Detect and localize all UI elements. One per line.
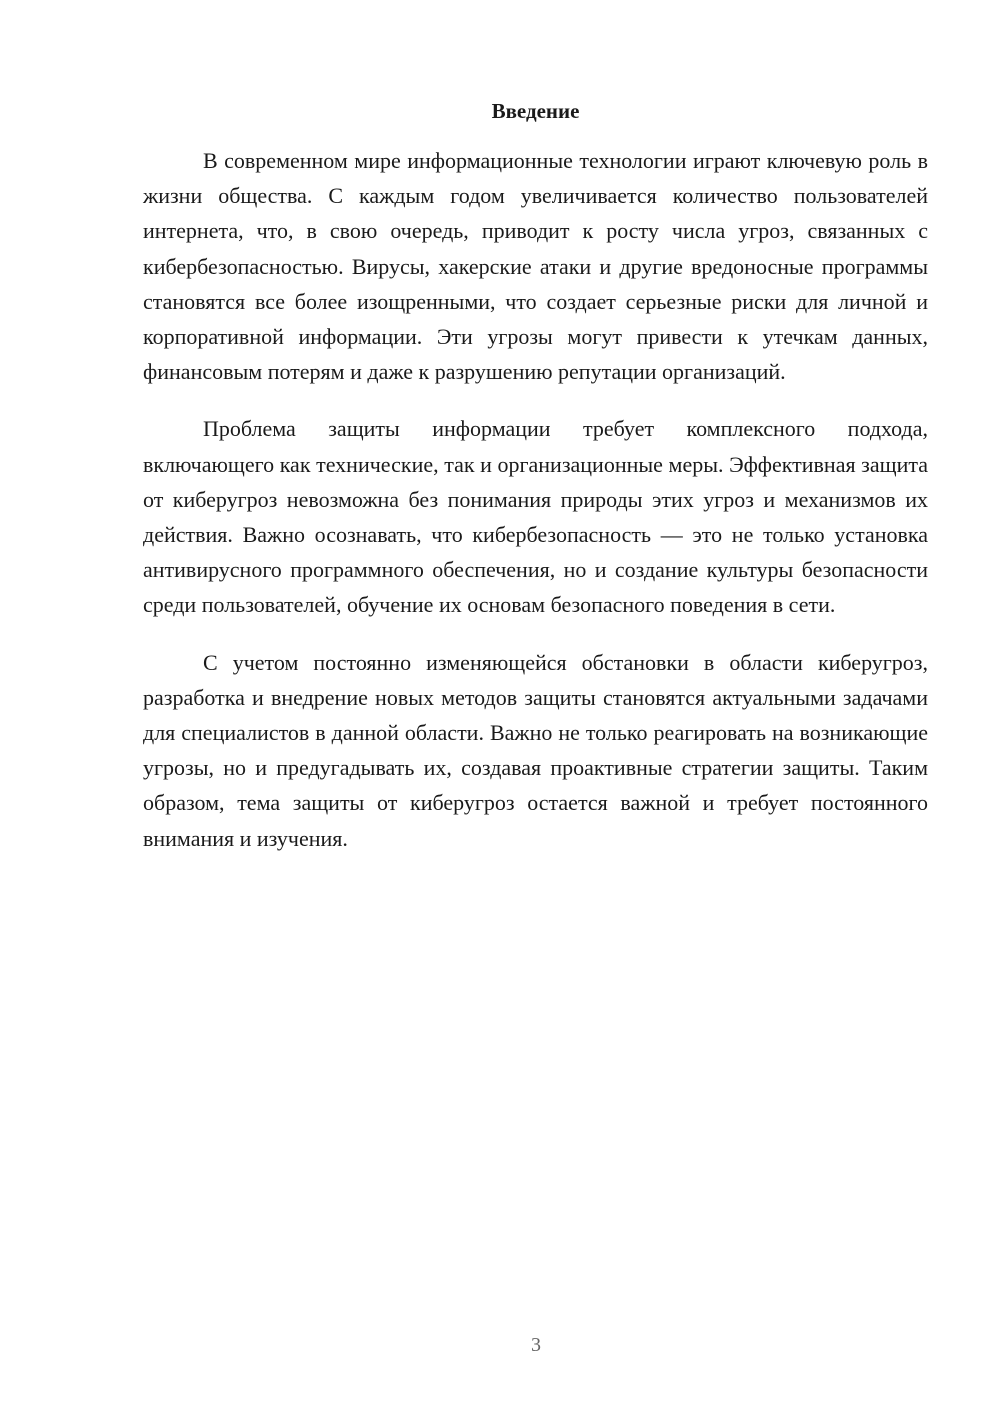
paragraph: Проблема защиты информации требует комплексного подхода, включающего как технические, так и организационные меры. Эффективная защита от киберугроз невозможна без понимания природы этих угроз и механизмов их действия. Важно осознавать, что кибербезопасность — это не только установка антивирусного программного обеспечения, но и создание культуры безопасности среди пользователей, обучение их основам безопасного поведения в сети. (143, 416, 928, 618)
document-body (143, 143, 928, 878)
paragraph: С учетом постоянно изменяющейся обстановки в области киберугроз, разработка и внедрение новых методов защиты становятся актуальными задачами для специалистов в данной области. Важно не только реагировать на возникающие угрозы, но и предугадывать их, создавая проактивные стратегии защиты. Таким образом, тема защиты от киберугроз остается важной и требует постоянного внимания и изучения. (143, 649, 928, 851)
page-number: 3 (531, 1334, 541, 1356)
paragraph: В современном мире информационные технологии играют ключевую роль в жизни общества. С каждым годом увеличивается количество пользователей интернета, что, в свою очередь, приводит к росту числа угроз, связанных с кибербезопасностью. Вирусы, хакерские атаки и другие вредоносные программы становятся все более изощренными, что создает серьезные риски для личной и корпоративной информации. Эти угрозы могут привести к утечкам данных, финансовым потерям и даже к разрушению репутации организаций. (143, 148, 928, 385)
section-heading: Введение (491, 99, 580, 123)
